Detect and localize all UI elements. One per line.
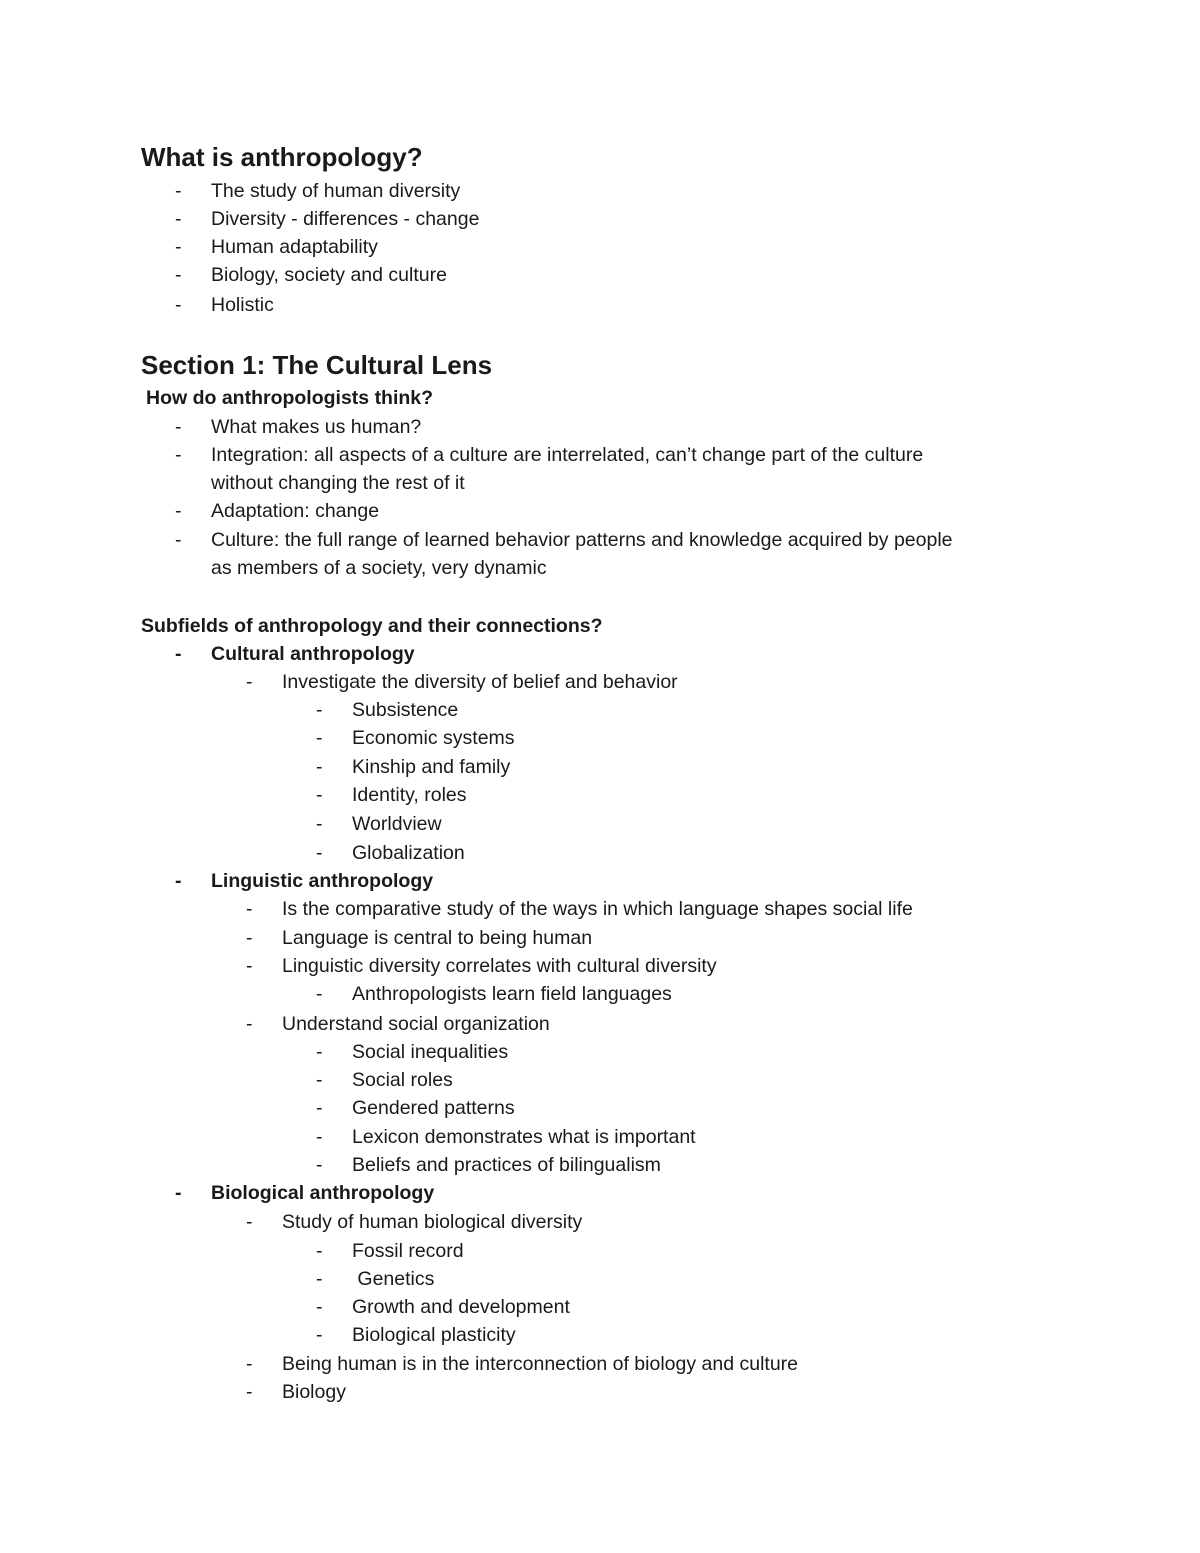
bullet-dash: - bbox=[175, 208, 182, 230]
bullet-dash: - bbox=[175, 529, 182, 551]
bullet-dash: - bbox=[316, 842, 323, 864]
bullet-dash: - bbox=[246, 898, 253, 920]
bullet-dash: - bbox=[175, 1182, 182, 1204]
bullet-dash: - bbox=[316, 1268, 323, 1290]
bullet-dash: - bbox=[246, 671, 253, 693]
bullet-dash: - bbox=[316, 1240, 323, 1262]
bullet-dash: - bbox=[246, 1211, 253, 1233]
bullet-dash: - bbox=[316, 727, 323, 749]
bullet-dash: - bbox=[175, 236, 182, 258]
bullet-dash: - bbox=[246, 1353, 253, 1375]
bullet-dash: - bbox=[316, 1069, 323, 1091]
bullet-dash: - bbox=[316, 1126, 323, 1148]
bullet-dash: - bbox=[316, 756, 323, 778]
bullet-dash: - bbox=[316, 699, 323, 721]
bullet-dash: - bbox=[246, 1013, 253, 1035]
bullet-dash: - bbox=[175, 416, 182, 438]
bullet-dash: - bbox=[316, 983, 323, 1005]
bullet-dash: - bbox=[316, 1097, 323, 1119]
bullet-dash: - bbox=[175, 500, 182, 522]
bullet-dash: - bbox=[175, 294, 182, 316]
bullet-dash: - bbox=[175, 643, 182, 665]
bullet-dash: - bbox=[175, 264, 182, 286]
heading-subfields: Subfields of anthropology and their connections? bbox=[141, 615, 603, 637]
bullet-dash: - bbox=[175, 444, 182, 466]
bullet-dash: - bbox=[316, 1154, 323, 1176]
bullet-dash: - bbox=[246, 927, 253, 949]
bullet-dash: - bbox=[316, 813, 323, 835]
bullet-dash: - bbox=[175, 870, 182, 892]
bullet-dash: - bbox=[316, 1324, 323, 1346]
heading-what-is-anthropology: What is anthropology? bbox=[141, 142, 423, 172]
bullet-dash: - bbox=[316, 1296, 323, 1318]
heading-section-1: Section 1: The Cultural Lens bbox=[141, 350, 493, 380]
bullet-dash: - bbox=[175, 180, 182, 202]
document-page: What is anthropology? - The study of human diversity - Diversity - differences - change - Human adaptability - Biology, society and culture - Holistic Section 1: The Cultural Lens How do anthropologists think? - What makes us human? - Integration: all aspects of a culture are interrelated, can’t change part of the culture without changing the rest of it - Adaptation: change - Culture: the full range of learned behavior patterns and knowledge acquired by people as members of a society, very dynamic Subfields of anthropology and their connections? - Cultural anthropology - Investigate the diversity of belief and behavior - Subsistence - Economic systems - Kinship and family - Identity, roles - Worldview - Globalization - Linguistic anthropology - Is the comparative study of the ways in which language shapes social life - Language is central to being human - Linguistic diversity correlates with cultural diversity - Anthropologists learn field languages - Understand social organization - Social inequalities - Social roles - Gendered patterns - Lexicon demonstrates what is important - Beliefs and practices of bilingualism - Biological anthropology - Study of human biological diversity - Fossil record - Genetics - Growth and development - Biological plasticity - Being human is in the interconnection of biology and culture - Biology bbox=[0, 0, 1200, 1553]
bullet-dash: - bbox=[246, 955, 253, 977]
bullet-dash: - bbox=[246, 1381, 253, 1403]
bullet-dash: - bbox=[316, 784, 323, 806]
subheading-how-do-anthropologists-think: How do anthropologists think? bbox=[146, 387, 434, 409]
bullet-dash: - bbox=[316, 1041, 323, 1063]
